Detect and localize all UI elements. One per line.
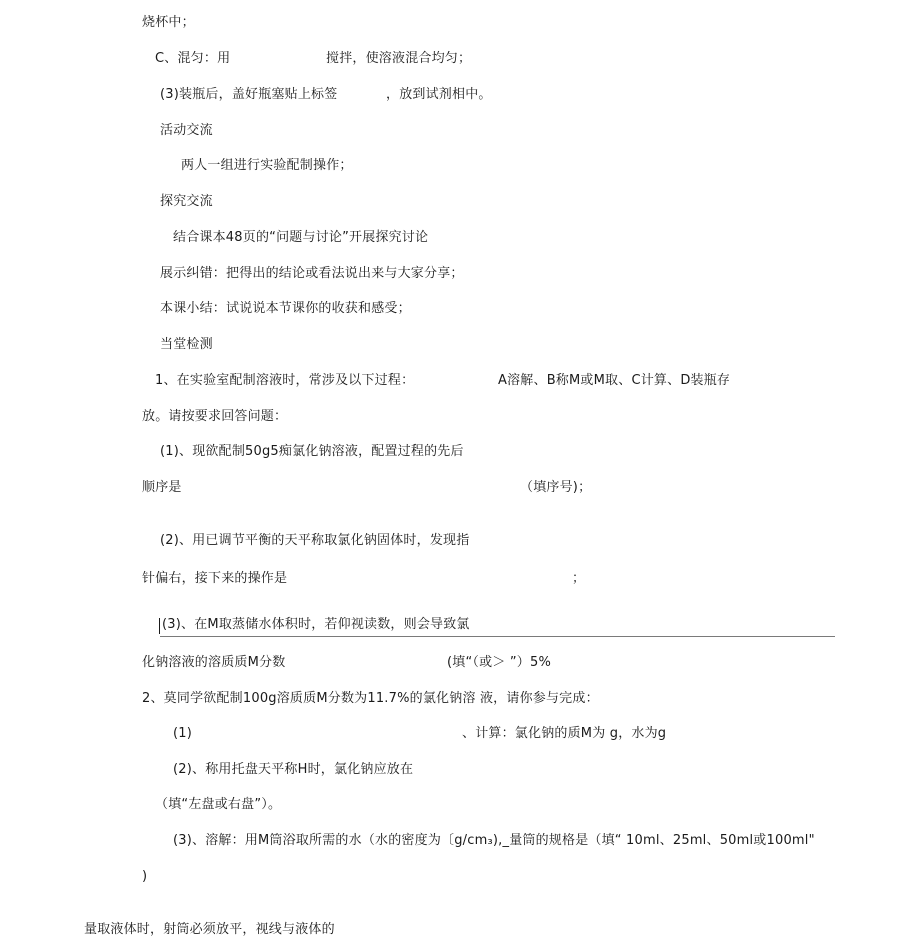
text-cursor — [159, 618, 160, 634]
text-line-mix-step: C、混匀：用 — [155, 51, 231, 66]
question-1-part-1-order: 顺序是 — [142, 480, 182, 495]
question-2-part-2-fill: （填“左盘或右盘”）。 — [155, 797, 282, 812]
text-line-bottling: (3)装瓶后，盖好瓶塞贴上标签 — [160, 87, 338, 102]
question-2-part-3: (3)、溶解：用M筒浴取所需的水（水的密度为〔g/cm₃),_量筒的规格是（填“ 10ml、25ml、50ml或100ml" — [173, 833, 815, 848]
question-1-steps: A溶解、B称M或M取、C计算、D装瓶存 — [498, 373, 731, 388]
question-2-part-3-tail: ) — [142, 869, 148, 884]
text-line-lesson-summary: 本课小结：试说说本节课你的收获和感受； — [160, 301, 411, 316]
question-1-part-2-semicolon: ； — [572, 571, 586, 586]
question-1-part-2-tail: 针偏右，接下来的操作是 — [142, 571, 288, 586]
question-1-part-1-fill-note: （填序号)； — [520, 480, 592, 495]
text-line-show-correction: 展示纠错：把得出的结论或看法说出来与大家分享； — [160, 266, 464, 281]
question-2-part-2: (2)、称用托盘天平称H时，氯化钠应放在 — [173, 762, 414, 777]
text-line-mix-step-tail: 搅拌，使溶液混合均匀； — [326, 51, 472, 66]
question-1-part-2: (2)、用已调节平衡的天平称取氯化钠固体时，发现指 — [160, 533, 470, 548]
text-line-measuring-note: 量取液体时，射筒必须放平，视线与液体的 — [84, 922, 335, 937]
question-2-part-1-label: (1) — [173, 726, 193, 741]
question-1-part-3-tail: 化钠溶液的溶质质M分数 — [142, 655, 286, 670]
question-1-intro: 1、在实验室配制溶液时，常涉及以下过程： — [155, 373, 415, 388]
question-1-part-3-fill: (填“（或＞ ”）5% — [447, 655, 551, 670]
horizontal-rule — [160, 636, 835, 637]
question-2-part-1-calc: 、计算：氯化钠的质M为 g，水为g — [462, 726, 667, 741]
text-line-beaker: 烧杯中； — [142, 15, 195, 30]
heading-class-test: 当堂检测 — [160, 337, 213, 352]
text-line-bottling-tail: ，放到试剂相中。 — [386, 87, 492, 102]
text-line-textbook-discussion: 结合课本48页的“问题与讨论”开展探究讨论 — [173, 230, 429, 245]
heading-activity-exchange: 活动交流 — [160, 123, 213, 138]
question-2-intro: 2、莫同学欲配制100g溶质质M分数为11.7%的氯化钠溶 液，请你参与完成： — [142, 691, 599, 706]
question-1-part-3: (3)、在M取蒸储水体积时，若仰视读数，则会导致氯 — [162, 617, 470, 632]
text-line-pair-work: 两人一组进行实验配制操作； — [181, 158, 353, 173]
question-1-intro-tail: 放。请按要求回答问题： — [142, 409, 288, 424]
heading-inquiry-exchange: 探究交流 — [160, 194, 213, 209]
question-1-part-1: (1)、现欲配制50g5痴氯化钠溶液，配置过程的先后 — [160, 444, 464, 459]
